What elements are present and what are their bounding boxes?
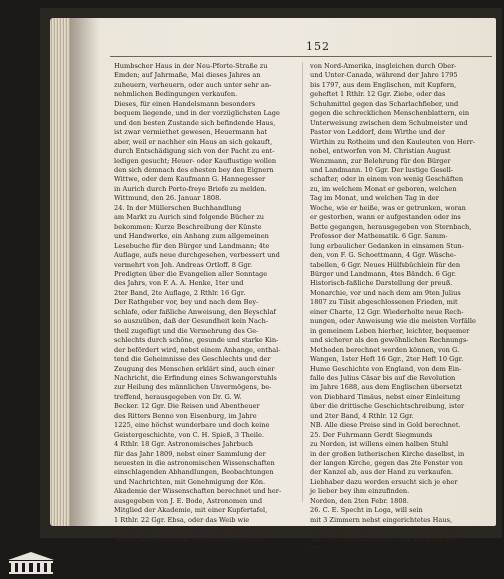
- text-line: Pastor von Leddorf, dem Wirthe und der: [310, 128, 445, 137]
- text-line: je lieber bey ihm einzufinden.: [310, 487, 410, 496]
- text-line: tabellen, 6 Ggr. Neues Hülfsbüchlein für den: [310, 260, 461, 269]
- text-line: den, von F. G. Schoettmann, 4 Ggr. Wäsche-: [310, 251, 457, 260]
- text-line: und 2ter Band, 4 Rthlr. 12 Ggr.: [310, 411, 414, 420]
- text-line: Professor der Mathematik. 6 Ggr. Samm-: [310, 232, 448, 241]
- text-line: und Nachrichten, mit Genehmigung der Kön.: [114, 477, 266, 486]
- text-line: Wittmund, den 26. Januar 1808.: [114, 194, 222, 203]
- text-line: schafter, oder in einem von wenig Geschäften: [310, 175, 464, 184]
- text-line: er gestorben, wann er aufgestanden oder ins: [310, 213, 461, 222]
- text-line: und Landmann. 10 Ggr. Der lustige Gesell-: [310, 165, 454, 174]
- text-line: Monarchie, vor und nach dem am 9ten Julius: [310, 288, 461, 297]
- text-line: Wenzmann, zur Belehrung für den Bürger: [310, 156, 451, 165]
- text-line: aber, weil er nachher ein Haus an sich gekauft,: [114, 137, 273, 146]
- text-line: Tag im Monat, und welchen Tag in der: [310, 194, 439, 203]
- text-line: am Markt zu Aurich sind folgende Bücher zu: [114, 213, 265, 222]
- text-line: den sich demnach des ehesten bey den Eignern: [114, 165, 274, 174]
- text-line: Dieses, für einen Handelsmann besonders: [114, 99, 256, 108]
- text-line: 25. Der Fuhrmann Gerdt Siegmunds: [310, 430, 433, 439]
- text-line: Methoden berechnet werden können, von G.: [310, 345, 460, 354]
- text-line: NB. Alle diese Preise sind in Gold berechnet.: [310, 421, 461, 430]
- text-line: es seyn sollte, als verbesserte Auflage. 16 Ggr.: [114, 525, 271, 534]
- text-line: falle des Julius Cäsar bis auf die Revolution: [310, 373, 456, 382]
- text-line: in der großen lutherischen Kirche daselbst, in: [310, 449, 465, 458]
- text-line: ist zwar vermiethet gewesen, Heuermann hat: [114, 128, 268, 137]
- text-line: nehmlichen Bedingungen verkaufen.: [114, 90, 238, 99]
- text-line: gegen die schrecklichen Menschenblattern, ein: [310, 109, 470, 118]
- text-line: von Diebhard Timäus, nebst einer Einleitung: [310, 392, 461, 401]
- text-line: Predigten über die Evangelien aller Sonntage: [114, 269, 268, 278]
- text-line: Norden, den 2ten Febr. 1808.: [310, 496, 409, 505]
- text-line: Historisch-faßliche Darstellung der preuß.: [310, 279, 453, 288]
- text-line: Emden; auf Jahrmaße, Mai dieses Jahres an: [114, 71, 261, 80]
- text-line: 2ter Band, 2te Auflage, 2 Rthlr. 16 Ggr.: [114, 288, 246, 297]
- text-line: Liebhaber dazu werden ersucht sich je eher: [310, 477, 458, 486]
- text-line: Bette gegangen, herausgegeben von Sternbach,: [310, 222, 472, 231]
- library-logo-icon: [6, 551, 56, 575]
- text-line: theil zugefügt und die Vermehrung des Ge-: [114, 326, 259, 335]
- text-line: für das Jahr 1809, nebst einer Sammlung der: [114, 449, 266, 458]
- text-line: Wangen, 1ster Heft 16 Ggr., 2ter Heft 10 Ggr.: [310, 355, 464, 364]
- text-line: Mitglied der Akademie, mit einer Kupfertafel,: [114, 506, 268, 515]
- text-line: Akademie der Wissenschaften berechnet und her-: [114, 487, 282, 496]
- text-line: zuheuern, verheuern, oder auch unter sehr an-: [114, 80, 272, 89]
- text-line: 4 Rthlr. 18 Ggr. Astronomisches Jahrbuch: [114, 440, 254, 449]
- text-line: Bürger und Landmann, 4tes Bändch. 6 Ggr.: [310, 269, 456, 278]
- text-line: Lesebuche für den Bürger und Landmann; 4te: [114, 241, 270, 250]
- text-line: Schuhmittel gegen das Scharlachfieber, und: [310, 99, 459, 108]
- text-line: Auflage, aufs neue durchgesehen, verbessert und: [114, 251, 280, 260]
- text-line: 1807 zu Tilsit abgeschlossenen Frieden, mit: [310, 298, 458, 307]
- text-line: über die drittische Geschichtschreibung, ister: [310, 402, 465, 411]
- left-column: [114, 62, 294, 544]
- text-line: Weld's Reise durch die vereinten Freystaaten: [114, 534, 267, 543]
- text-line: 1225, eine höchst wunderbare und doch keine: [114, 421, 270, 430]
- text-line: einer Charte, 12 Ggr. Wiederholte neue Rech-: [310, 307, 464, 316]
- text-line: Geistergeschichte, von C. H. Spieß, 3 Theile.: [114, 430, 264, 439]
- text-line: des Jahrs, von F. A. A. Henke, 1ter und: [114, 279, 244, 288]
- text-line: Unterweisung zwischen dem Schulmeister und: [310, 118, 468, 127]
- text-line: einschlagenden Abhandlungen, Beobachtungen: [114, 468, 274, 477]
- text-line: in gemeinem Leben hierher, leichter, bequemer: [310, 326, 470, 335]
- text-line: nobel, entworfen von M. Christian August: [310, 147, 451, 156]
- text-line: mit 3 Zimmern nebst eingerichtetes Haus,: [310, 515, 453, 524]
- text-line: der langen Kirche, gegen das 2te Fenster von: [310, 459, 463, 468]
- text-line: 24. In der Müllerschen Buchhandlung: [114, 203, 242, 212]
- text-line: so auszuüben, daß der Gesundheit kein Nach-: [114, 317, 269, 326]
- text-line: neuesten in die astronomischen Wissenschaften: [114, 459, 275, 468]
- footer-bar: [0, 548, 504, 579]
- text-line: Woche, wie er heiße, was er getrunken, woran: [310, 203, 466, 212]
- text-line: Zeugung des Menschen erklärt sind, auch einer: [114, 364, 275, 373]
- text-line: des Ritters Benno von Eisenburg, im Jahre: [114, 411, 257, 420]
- text-line: und den besten Zustande sich befindende Haus,: [114, 118, 276, 127]
- text-line: ledigen gesucht; Heuer- oder Kauflustige wollen: [114, 156, 277, 165]
- page-number: 152: [306, 40, 330, 53]
- text-line: nungen, oder Anweisung wie die meisten Vorfälle: [310, 317, 476, 326]
- text-line: nebst Garten, vor Leer am Heisfelder Wege,: [310, 525, 458, 534]
- text-line: Wirthin zu Rotheim und den Kauleuten von Herr-: [310, 137, 476, 146]
- text-line: 26. C. E. Specht in Loga, will sein: [310, 506, 423, 515]
- right-column: [310, 62, 490, 554]
- text-line: Hume Geschichte von England, von dem Ein-: [310, 364, 462, 373]
- gutter-shadow: [70, 18, 100, 526]
- column-divider: [302, 62, 303, 502]
- text-line: der befördert wird, nebst einem Anhange, enthal-: [114, 345, 281, 354]
- text-line: zur Heilung des männlichen Unvermögens, be-: [114, 383, 272, 392]
- text-line: und sicherer als den gewöhnlichen Rechnungs-: [310, 336, 469, 345]
- text-line: zu, im welchem Monat er geboren, welchen: [310, 184, 457, 193]
- header-rule: [110, 56, 492, 57]
- text-line: Der Rathgeber vor, bey und nach dem Bey-: [114, 298, 259, 307]
- text-line: schlafe, oder faßliche Anweisung, den Beyschlaf: [114, 307, 276, 316]
- text-line: Becker. 12 Ggr. Die Reisen und Abentheuer: [114, 402, 260, 411]
- text-line: Humbscher Haus in der Neu-Pforte-Straße zu: [114, 62, 268, 70]
- text-line: der Kanzel ab, aus der Hand zu verkaufen.: [310, 468, 454, 477]
- text-line: geheftet 1 Rthlr. 12 Ggr. Ziebe, oder das: [310, 90, 446, 99]
- text-line: und Handwerke, ein Anhang zum allgemeinen: [114, 232, 269, 241]
- text-line: zu Norden, ist willens einen halben Stuhl: [310, 440, 449, 449]
- text-line: Wittwe, oder dem Kaufmann G. Hannegesser: [114, 175, 266, 184]
- text-line: Nachricht, die Erfindung eines Schwangerstuhls: [114, 373, 277, 382]
- text-line: 1 Rthlr. 22 Ggr. Ebsa, oder das Weib wie: [114, 515, 250, 524]
- text-line: ausgegeben von J. E. Bode, Astronomen und: [114, 496, 263, 505]
- text-line: durch Entschädigung sich von der Pacht zu ent-: [114, 147, 275, 156]
- text-line: tend die Geheimnisse des Geschlechts und der: [114, 355, 271, 364]
- text-line: lung erbaulicher Gedanken in einsamen Stun-: [310, 241, 464, 250]
- text-line: bis 1797, aus dem Englischen, mit Kupfern,: [310, 80, 457, 89]
- text-line: treffend, herausgegeben von Dr. G. W.: [114, 392, 242, 401]
- text-line: vermehrt von Joh. Andreas Ortloff. 8 Ggr.: [114, 260, 253, 269]
- book-page: [70, 18, 496, 543]
- text-line: um May 1808 anzutreten, aus der Hand ver-: [310, 534, 459, 543]
- text-line: von Nord-Amerika, insgleichen durch Ober-: [310, 62, 457, 70]
- text-line: in Aurich durch Porto-freye Briefe zu melden.: [114, 184, 267, 193]
- text-line: bequem liegende, und in der vorzüglichsten Lage: [114, 109, 280, 118]
- text-line: schlechts durch schöne, gesunde und starke Kin-: [114, 336, 279, 345]
- page-edges: [50, 18, 70, 526]
- text-line: und Unter-Canada, während der Jahre 1795: [310, 71, 458, 80]
- text-line: bekommen: Kurze Beschreibung der Künste: [114, 222, 262, 231]
- text-line: im Jahre 1688, aus dem Englischen übersetzt: [310, 383, 463, 392]
